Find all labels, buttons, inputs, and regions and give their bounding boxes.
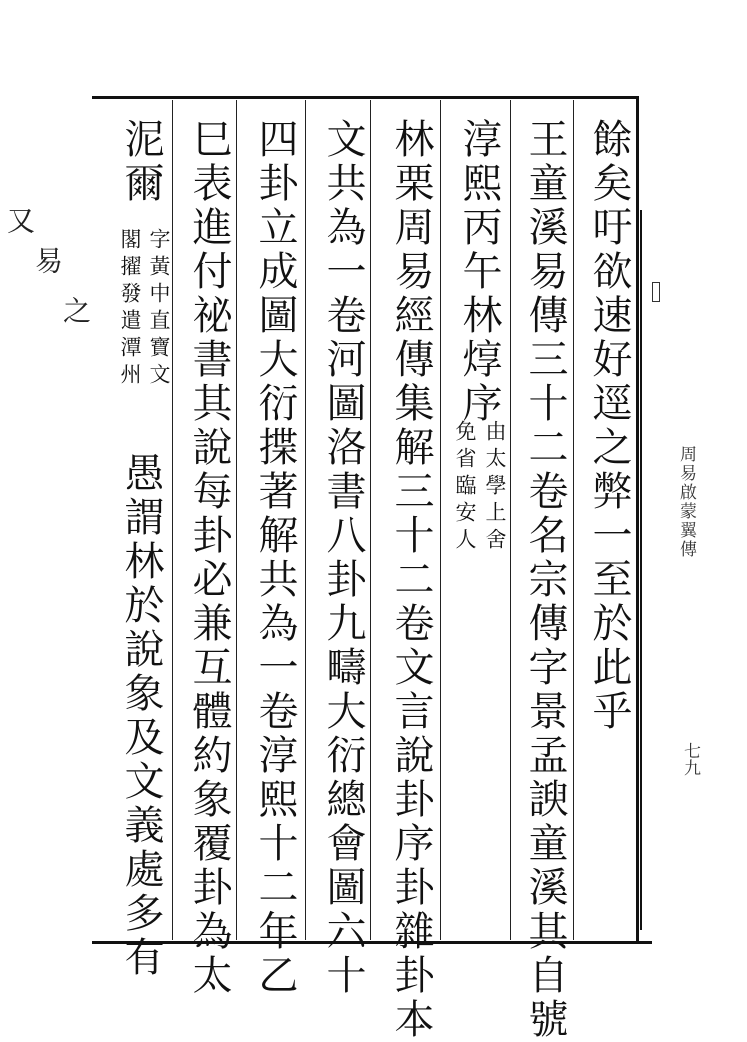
interlinear-note: 閣擢發遣潭州 [118, 228, 142, 390]
adjacent-page-stub [0, 96, 92, 944]
text-column-5: 文共為一卷河圖洛書八卦九疇大衍總會圖六十 [320, 118, 366, 998]
interlinear-note: 字黃中直寶文 [147, 228, 171, 390]
page-number: 七九 [680, 742, 700, 776]
column-rule [172, 100, 173, 940]
interlinear-note: 免省臨安人 [453, 420, 477, 555]
interlinear-note: 由太學上舍 [483, 420, 507, 555]
adjacent-char: 又 [3, 206, 36, 234]
text-column-7: 巳表進付祕書其說每卦必兼互體約象覆卦為太 [186, 118, 232, 998]
adjacent-char: 之 [59, 296, 92, 324]
frame-top-border [92, 96, 636, 99]
text-column-6: 四卦立成圖大衍揲著解共為一卷淳熙十二年乙 [252, 118, 298, 998]
column-rule [440, 100, 441, 940]
text-column-4: 林栗周易經傳集解三十二卷文言說卦序卦雜卦本 [388, 118, 434, 1042]
text-column-8: 泥爾 [118, 118, 164, 206]
column-rule [510, 100, 511, 940]
column-rule [305, 100, 306, 940]
frame-tab-border [640, 210, 652, 930]
adjacent-char: 易 [31, 246, 64, 274]
text-column-1: 餘矣吁欲速好逕之弊一至於此乎 [586, 118, 632, 734]
text-column-2: 王童溪易傳三十二卷名宗傳字景孟諛童溪其自號 [522, 118, 568, 1042]
text-column-8-continued: 愚謂林於說象及文義處多有 [118, 452, 164, 980]
book-title-margin: 周易啟蒙翼傳 [676, 445, 696, 559]
margin-mark [652, 282, 660, 302]
text-column-3: 淳熙丙午林焞序 [456, 118, 502, 426]
